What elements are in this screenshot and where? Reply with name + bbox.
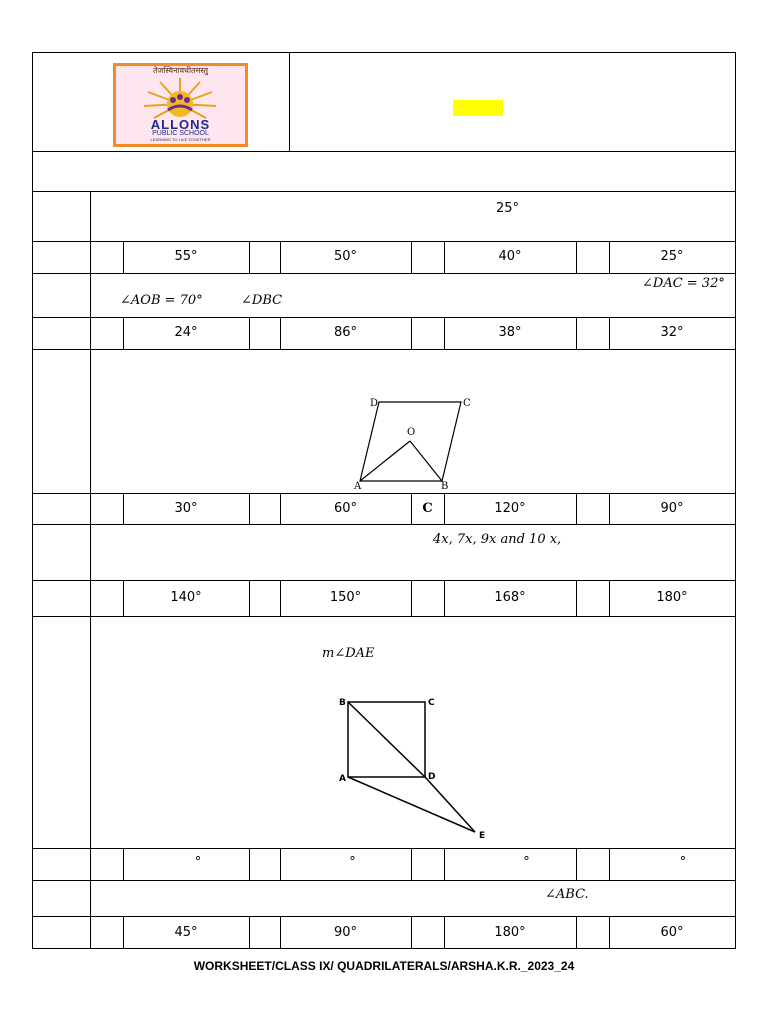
qnum-column-divider (90, 191, 91, 948)
cell-divider (249, 241, 250, 273)
row-line (32, 580, 736, 581)
logo-school-sub: PUBLIC SCHOOL (152, 130, 209, 137)
figure-label-d: D (370, 398, 379, 409)
q3-option-d[interactable]: 90° (660, 501, 684, 516)
row-line (32, 241, 736, 242)
q2-option-c[interactable]: 38° (498, 325, 522, 340)
row-line (32, 524, 736, 525)
cell-divider (576, 317, 577, 349)
q1-option-a[interactable]: 55° (174, 249, 198, 264)
row-line (32, 493, 736, 494)
cell-divider (411, 317, 412, 349)
q2-option-d[interactable]: 32° (660, 325, 684, 340)
row-line (32, 273, 736, 274)
q1-option-c[interactable]: 40° (498, 249, 522, 264)
figure-label-e: E (479, 831, 486, 841)
cell-divider (576, 580, 577, 616)
q3-answer-letter: C (422, 501, 433, 516)
figure-label-c: C (428, 698, 435, 708)
q2-option-a[interactable]: 24° (174, 325, 198, 340)
q5-option-d[interactable]: ° (679, 855, 687, 870)
row-line (32, 151, 736, 152)
cell-divider (249, 493, 250, 524)
cell-divider (249, 317, 250, 349)
table-border-left (32, 52, 33, 949)
q1-option-b[interactable]: 50° (333, 249, 358, 264)
q5-option-b[interactable]: ° (349, 855, 356, 870)
row-line (32, 880, 736, 881)
figure-label-b: B (339, 698, 346, 708)
cell-divider (249, 916, 250, 948)
q6-option-a[interactable]: 45° (174, 925, 198, 940)
q4-option-d[interactable]: 180° (656, 590, 688, 605)
q4-text: 4x, 7x, 9x and 10 x, (433, 532, 562, 547)
row-line (32, 848, 736, 849)
logo-hindi-text: तेजस्विनावधीतमस्तु (152, 66, 209, 75)
row-line (32, 948, 736, 949)
table-border-right (735, 52, 736, 949)
row-line (32, 52, 736, 53)
q1-text: 25° (496, 201, 520, 216)
q2-find-dbc: ∠DBC (241, 293, 283, 308)
q2-given-aob: ∠AOB = 70° (120, 293, 203, 308)
figure-label-o: O (407, 427, 416, 438)
logo-tagline: LEARNING TO LIVE TOGETHER (150, 137, 211, 142)
q5-option-c[interactable]: ° (523, 855, 530, 870)
q4-option-c[interactable]: 168° (494, 590, 526, 605)
q1-option-d[interactable]: 25° (660, 249, 684, 264)
row-line (32, 317, 736, 318)
q6-option-b[interactable]: 90° (333, 925, 358, 940)
cell-divider (249, 580, 250, 616)
q3-option-b[interactable]: 60° (333, 501, 358, 516)
cell-divider (576, 241, 577, 273)
header-divider (289, 52, 290, 151)
q6-text: ∠ABC. (545, 887, 589, 902)
q2-option-b[interactable]: 86° (333, 325, 358, 340)
logo-school-name: ALLONS (150, 117, 211, 132)
row-line (32, 349, 736, 350)
figure-label-a: A (339, 774, 346, 784)
figure-label-c: C (463, 398, 471, 409)
cell-divider (576, 493, 577, 524)
figure-label-a: A (354, 481, 362, 492)
q4-option-a[interactable]: 140° (170, 590, 202, 605)
figure-label-b: B (441, 481, 449, 492)
q2-given-dac: ∠DAC = 32° (642, 276, 725, 291)
school-logo (113, 63, 248, 147)
q3-option-c[interactable]: 120° (494, 501, 526, 516)
q3-option-a[interactable]: 30° (174, 501, 198, 516)
q5-option-a[interactable]: ° (194, 855, 202, 870)
figure-label-d: D (428, 772, 436, 782)
q6-option-d[interactable]: 60° (660, 925, 684, 940)
q4-option-b[interactable]: 150° (329, 590, 362, 605)
worksheet-footer: WORKSHEET/CLASS IX/ QUADRILATERALS/ARSHA.K.R._2023_24 (193, 959, 575, 973)
q6-option-c[interactable]: 180° (494, 925, 526, 940)
cell-divider (411, 241, 412, 273)
cell-divider (411, 580, 412, 616)
highlight-mark (453, 100, 503, 116)
row-line (32, 616, 736, 617)
cell-divider (411, 916, 412, 948)
cell-divider (576, 916, 577, 948)
q5-text: m∠DAE (322, 646, 375, 661)
parallelogram-figure (350, 393, 470, 493)
row-line (32, 916, 736, 917)
square-triangle-figure (335, 692, 495, 842)
row-line (32, 191, 736, 192)
